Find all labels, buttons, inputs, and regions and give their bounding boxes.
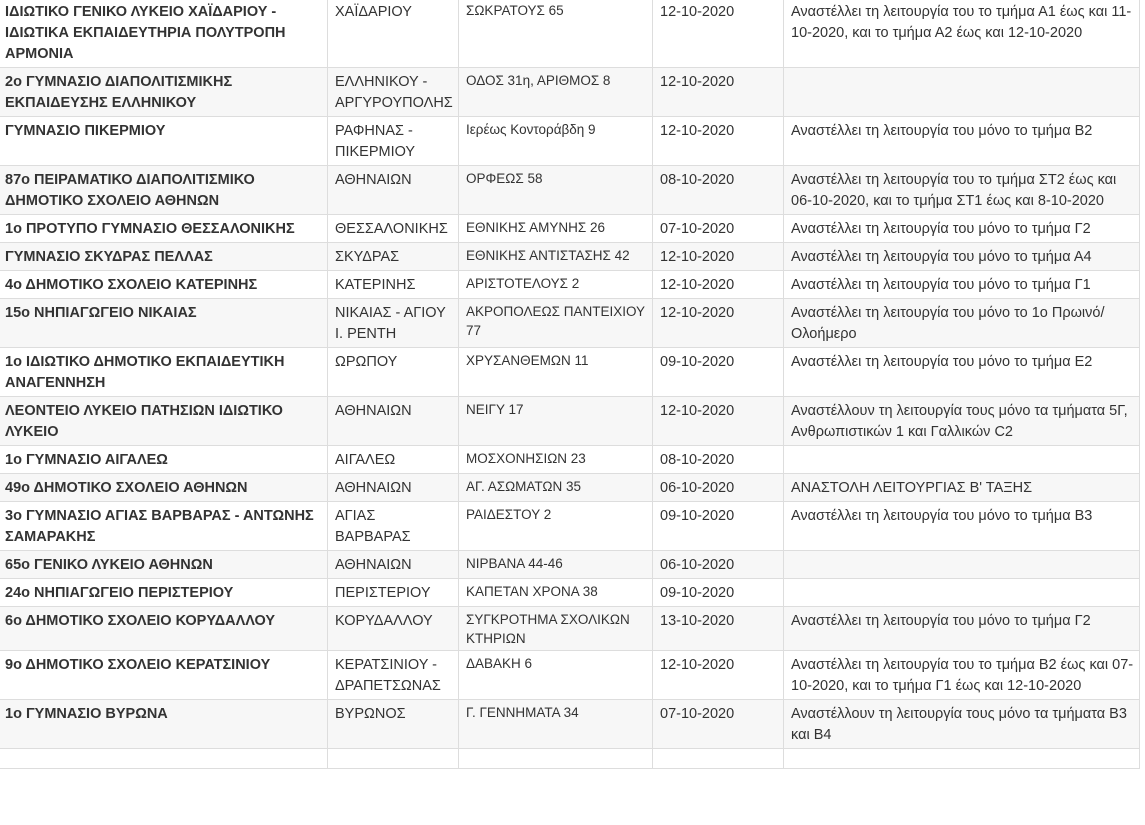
municipality-cell: ΑΙΓΑΛΕΩ <box>328 446 459 474</box>
school-name-cell: 65ο ΓΕΝΙΚΟ ΛΥΚΕΙΟ ΑΘΗΝΩΝ <box>0 551 328 579</box>
address-cell: Ιερέως Κοντοράβδη 9 <box>459 117 653 166</box>
municipality-cell: ΒΥΡΩΝΟΣ <box>328 700 459 749</box>
suspension-note-cell: Αναστέλλουν τη λειτουργία τους μόνο τα τμήματα Β3 και Β4 <box>784 700 1140 749</box>
suspension-note-cell: Αναστέλλει τη λειτουργία του μόνο το τμήμα Β3 <box>784 502 1140 551</box>
suspension-note-cell: Αναστέλλει τη λειτουργία του το τμήμα Β2 έως και 07-10-2020, και το τμήμα Γ1 έως και 12-10-2020 <box>784 651 1140 700</box>
suspension-note-cell: Αναστέλλει τη λειτουργία του το τμήμα ΣΤ2 έως και 06-10-2020, και το τμήμα ΣΤ1 έως και 8-10-2020 <box>784 166 1140 215</box>
address-cell: ΣΩΚΡΑΤΟΥΣ 65 <box>459 0 653 68</box>
date-cell: 12-10-2020 <box>653 243 784 271</box>
date-cell: 06-10-2020 <box>653 474 784 502</box>
date-cell <box>653 749 784 769</box>
suspension-note-cell: Αναστέλλει τη λειτουργία του μόνο το τμήμα Γ1 <box>784 271 1140 299</box>
suspension-note-cell <box>784 551 1140 579</box>
date-cell: 12-10-2020 <box>653 0 784 68</box>
school-name-cell: 1ο ΓΥΜΝΑΣΙΟ ΑΙΓΑΛΕΩ <box>0 446 328 474</box>
municipality-cell: ΩΡΩΠΟΥ <box>328 348 459 397</box>
municipality-cell: ΧΑΪΔΑΡΙΟΥ <box>328 0 459 68</box>
date-cell: 12-10-2020 <box>653 651 784 700</box>
table-row <box>0 607 1140 651</box>
suspension-note-cell: Αναστέλλει τη λειτουργία του το τμήμα Α1 έως και 11-10-2020, και το τμήμα Α2 έως και 12-10-2020 <box>784 0 1140 68</box>
municipality-cell: ΠΕΡΙΣΤΕΡΙΟΥ <box>328 579 459 607</box>
suspension-note-cell: Αναστέλλει τη λειτουργία του μόνο το τμήμα Γ2 <box>784 607 1140 651</box>
table-row <box>0 117 1140 166</box>
school-name-cell: 24ο ΝΗΠΙΑΓΩΓΕΙΟ ΠΕΡΙΣΤΕΡΙΟΥ <box>0 579 328 607</box>
table-row <box>0 243 1140 271</box>
date-cell: 12-10-2020 <box>653 68 784 117</box>
date-cell: 13-10-2020 <box>653 607 784 651</box>
school-name-cell: 4ο ΔΗΜΟΤΙΚΟ ΣΧΟΛΕΙΟ ΚΑΤΕΡΙΝΗΣ <box>0 271 328 299</box>
table-row <box>0 68 1140 117</box>
municipality-cell: ΑΘΗΝΑΙΩΝ <box>328 397 459 446</box>
school-name-cell: 1ο ΙΔΙΩΤΙΚΟ ΔΗΜΟΤΙΚΟ ΕΚΠΑΙΔΕΥΤΙΚΗ ΑΝΑΓΕΝΝΗΣΗ <box>0 348 328 397</box>
suspension-note-cell: Αναστέλλει τη λειτουργία του μόνο το τμήμα Γ2 <box>784 215 1140 243</box>
municipality-cell: ΚΑΤΕΡΙΝΗΣ <box>328 271 459 299</box>
address-cell: ΝΙΡΒΑΝΑ 44-46 <box>459 551 653 579</box>
table-row <box>0 446 1140 474</box>
suspension-note-cell <box>784 68 1140 117</box>
suspension-note-cell: Αναστέλλουν τη λειτουργία τους μόνο τα τμήματα 5Γ, Ανθρωπιστικών 1 και Γαλλικών C2 <box>784 397 1140 446</box>
suspension-note-cell: Αναστέλλει τη λειτουργία του μόνο το τμήμα Α4 <box>784 243 1140 271</box>
suspension-note-cell: Αναστέλλει τη λειτουργία του μόνο το τμήμα Ε2 <box>784 348 1140 397</box>
table-row <box>0 215 1140 243</box>
municipality-cell: ΝΙΚΑΙΑΣ - ΑΓΙΟΥ Ι. ΡΕΝΤΗ <box>328 299 459 348</box>
school-name-cell: ΓΥΜΝΑΣΙΟ ΠΙΚΕΡΜΙΟΥ <box>0 117 328 166</box>
table-row <box>0 166 1140 215</box>
address-cell: ΑΓ. ΑΣΩΜΑΤΩΝ 35 <box>459 474 653 502</box>
municipality-cell: ΚΕΡΑΤΣΙΝΙΟΥ - ΔΡΑΠΕΤΣΩΝΑΣ <box>328 651 459 700</box>
address-cell: ΣΥΓΚΡΟΤΗΜΑ ΣΧΟΛΙΚΩΝ ΚΤΗΡΙΩΝ <box>459 607 653 651</box>
table-row <box>0 299 1140 348</box>
date-cell: 12-10-2020 <box>653 299 784 348</box>
school-name-cell: 6ο ΔΗΜΟΤΙΚΟ ΣΧΟΛΕΙΟ ΚΟΡΥΔΑΛΛΟΥ <box>0 607 328 651</box>
school-name-cell: 3ο ΓΥΜΝΑΣΙΟ ΑΓΙΑΣ ΒΑΡΒΑΡΑΣ - ΑΝΤΩΝΗΣ ΣΑΜΑΡΑΚΗΣ <box>0 502 328 551</box>
suspension-note-cell: Αναστέλλει τη λειτουργία του μόνο το 1ο Πρωινό/Ολοήμερο <box>784 299 1140 348</box>
suspension-note-cell <box>784 446 1140 474</box>
address-cell: ΜΟΣΧΟΝΗΣΙΩΝ 23 <box>459 446 653 474</box>
municipality-cell: ΑΓΙΑΣ ΒΑΡΒΑΡΑΣ <box>328 502 459 551</box>
address-cell: ΝΕΙΓΥ 17 <box>459 397 653 446</box>
school-name-cell: 1ο ΓΥΜΝΑΣΙΟ ΒΥΡΩΝΑ <box>0 700 328 749</box>
date-cell: 09-10-2020 <box>653 579 784 607</box>
municipality-cell: ΡΑΦΗΝΑΣ - ΠΙΚΕΡΜΙΟΥ <box>328 117 459 166</box>
address-cell: ΟΡΦΕΩΣ 58 <box>459 166 653 215</box>
municipality-cell: ΚΟΡΥΔΑΛΛΟΥ <box>328 607 459 651</box>
suspension-note-cell <box>784 579 1140 607</box>
address-cell: Γ. ΓΕΝΝΗΜΑΤΑ 34 <box>459 700 653 749</box>
table-row <box>0 271 1140 299</box>
address-cell: ΟΔΟΣ 31η, ΑΡΙΘΜΟΣ 8 <box>459 68 653 117</box>
table-row <box>0 0 1140 68</box>
table-row <box>0 474 1140 502</box>
table-row <box>0 502 1140 551</box>
municipality-cell: ΑΘΗΝΑΙΩΝ <box>328 166 459 215</box>
address-cell: ΑΚΡΟΠΟΛΕΩΣ ΠΑΝΤΕΙΧΙΟΥ 77 <box>459 299 653 348</box>
date-cell: 06-10-2020 <box>653 551 784 579</box>
school-name-cell: 1ο ΠΡΟΤΥΠΟ ΓΥΜΝΑΣΙΟ ΘΕΣΣΑΛΟΝΙΚΗΣ <box>0 215 328 243</box>
address-cell: ΕΘΝΙΚΗΣ ΑΜΥΝΗΣ 26 <box>459 215 653 243</box>
table-row <box>0 579 1140 607</box>
date-cell: 08-10-2020 <box>653 446 784 474</box>
school-name-cell: 15ο ΝΗΠΙΑΓΩΓΕΙΟ ΝΙΚΑΙΑΣ <box>0 299 328 348</box>
municipality-cell <box>328 749 459 769</box>
date-cell: 07-10-2020 <box>653 700 784 749</box>
address-cell: ΕΘΝΙΚΗΣ ΑΝΤΙΣΤΑΣΗΣ 42 <box>459 243 653 271</box>
date-cell: 08-10-2020 <box>653 166 784 215</box>
municipality-cell: ΕΛΛΗΝΙΚΟΥ - ΑΡΓΥΡΟΥΠΟΛΗΣ <box>328 68 459 117</box>
date-cell: 12-10-2020 <box>653 397 784 446</box>
suspension-note-cell <box>784 749 1140 769</box>
table-row <box>0 397 1140 446</box>
suspension-note-cell: Αναστέλλει τη λειτουργία του μόνο το τμήμα Β2 <box>784 117 1140 166</box>
date-cell: 07-10-2020 <box>653 215 784 243</box>
municipality-cell: ΑΘΗΝΑΙΩΝ <box>328 474 459 502</box>
date-cell: 12-10-2020 <box>653 271 784 299</box>
school-name-cell: 87ο ΠΕΙΡΑΜΑΤΙΚΟ ΔΙΑΠΟΛΙΤΙΣΜΙΚΟ ΔΗΜΟΤΙΚΟ ΣΧΟΛΕΙΟ ΑΘΗΝΩΝ <box>0 166 328 215</box>
address-cell: ΑΡΙΣΤΟΤΕΛΟΥΣ 2 <box>459 271 653 299</box>
table-row <box>0 749 1140 769</box>
address-cell <box>459 749 653 769</box>
table-row <box>0 651 1140 700</box>
suspension-note-cell: ΑΝΑΣΤΟΛΗ ΛΕΙΤΟΥΡΓΙΑΣ Β' ΤΑΞΗΣ <box>784 474 1140 502</box>
date-cell: 09-10-2020 <box>653 502 784 551</box>
address-cell: ΡΑΙΔΕΣΤΟΥ 2 <box>459 502 653 551</box>
municipality-cell: ΘΕΣΣΑΛΟΝΙΚΗΣ <box>328 215 459 243</box>
school-name-cell: 9ο ΔΗΜΟΤΙΚΟ ΣΧΟΛΕΙΟ ΚΕΡΑΤΣΙΝΙΟΥ <box>0 651 328 700</box>
table-row <box>0 700 1140 749</box>
school-name-cell: 2ο ΓΥΜΝΑΣΙΟ ΔΙΑΠΟΛΙΤΙΣΜΙΚΗΣ ΕΚΠΑΙΔΕΥΣΗΣ ΕΛΛΗΝΙΚΟΥ <box>0 68 328 117</box>
school-name-cell: ΓΥΜΝΑΣΙΟ ΣΚΥΔΡΑΣ ΠΕΛΛΑΣ <box>0 243 328 271</box>
table-row <box>0 348 1140 397</box>
school-name-cell: ΛΕΟΝΤΕΙΟ ΛΥΚΕΙΟ ΠΑΤΗΣΙΩΝ ΙΔΙΩΤΙΚΟ ΛΥΚΕΙΟ <box>0 397 328 446</box>
school-name-cell <box>0 749 328 769</box>
address-cell: ΚΑΠΕΤΑΝ ΧΡΟΝΑ 38 <box>459 579 653 607</box>
school-name-cell: ΙΔΙΩΤΙΚΟ ΓΕΝΙΚΟ ΛΥΚΕΙΟ ΧΑΪΔΑΡΙΟΥ - ΙΔΙΩΤΙΚΑ ΕΚΠΑΙΔΕΥΤΗΡΙΑ ΠΟΛΥΤΡΟΠΗ ΑΡΜΟΝΙΑ <box>0 0 328 68</box>
date-cell: 09-10-2020 <box>653 348 784 397</box>
municipality-cell: ΑΘΗΝΑΙΩΝ <box>328 551 459 579</box>
address-cell: ΔΑΒΑΚΗ 6 <box>459 651 653 700</box>
school-name-cell: 49ο ΔΗΜΟΤΙΚΟ ΣΧΟΛΕΙΟ ΑΘΗΝΩΝ <box>0 474 328 502</box>
date-cell: 12-10-2020 <box>653 117 784 166</box>
address-cell: ΧΡΥΣΑΝΘΕΜΩΝ 11 <box>459 348 653 397</box>
municipality-cell: ΣΚΥΔΡΑΣ <box>328 243 459 271</box>
table-row <box>0 551 1140 579</box>
